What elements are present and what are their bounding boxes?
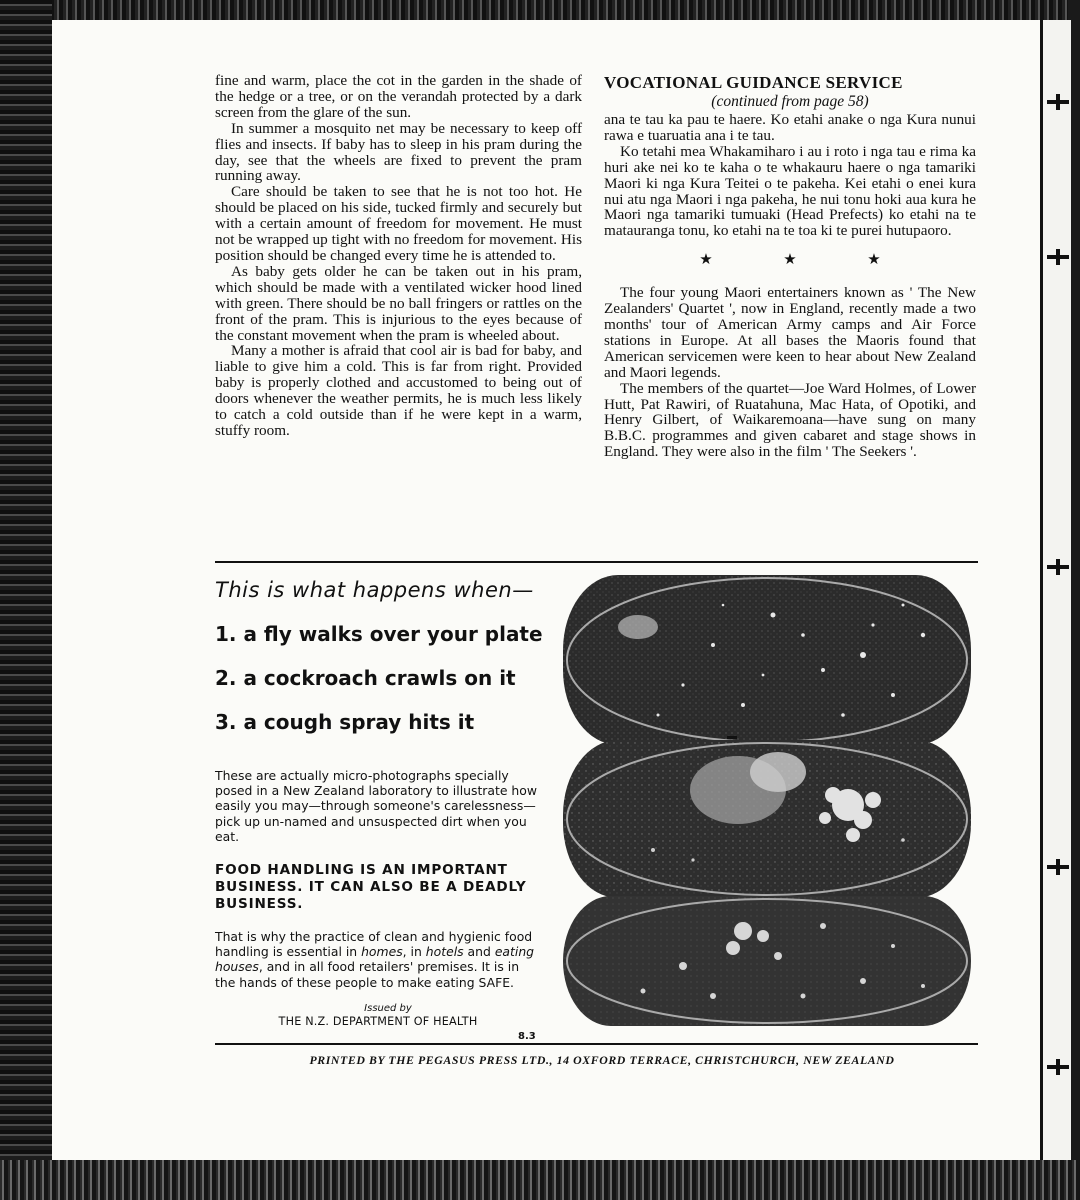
ad-text: , in bbox=[402, 944, 426, 960]
article-paragraph: In summer a mosquito net may be necessary to keep off flies and insects. If baby has to sleep in his pram during the day, see that the wheels are fixed to prevent the pram running away. bbox=[215, 119, 582, 185]
baby-care-article bbox=[215, 73, 582, 439]
ad-item: 1. a fly walks over your plate bbox=[215, 622, 543, 646]
continued-note: (continued from page 58) bbox=[711, 93, 869, 110]
article-paragraph: Ko tetahi mea Whakamiharo i au i roto i nga tau e rima ka huri ake nei ko te kaha o te whakauru haere o nga tamariki Maori ki nga Kura Teitei o te pakeha. Kei etahi o enei kura nui atu nga Maori i nga pakeha, he nui tonu hoki aua kura he Maori nga tamariki tumuaki (Head Prefects) ko etahi na te matauranga tonu, ko etahi na te toa ki te purei hutupaoro. bbox=[604, 142, 976, 240]
article-paragraph: ana te tau ka pau te haere. Ko etahi anake o nga Kura nunui rawa e tuaruatia ana i te tau. bbox=[604, 111, 976, 144]
article-title: VOCATIONAL GUIDANCE SERVICE bbox=[604, 73, 903, 92]
scan-border-left bbox=[0, 0, 52, 1200]
fly-culture-photo bbox=[563, 575, 971, 745]
binding-mark bbox=[1047, 565, 1069, 569]
article-paragraph: fine and warm, place the cot in the garden in the shade of the hedge or a tree, or on the verandah protected by a dark screen from the glare of the sun. bbox=[215, 72, 582, 121]
scan-border-bottom bbox=[0, 1160, 1080, 1200]
star-icon: ★ bbox=[867, 252, 881, 269]
star-icon: ★ bbox=[783, 252, 797, 269]
ad-headline: This is what happens when— bbox=[215, 578, 534, 602]
page-binding bbox=[1040, 20, 1071, 1160]
binding-mark bbox=[1047, 865, 1069, 869]
ad-text: and bbox=[463, 944, 495, 960]
section-divider-stars bbox=[604, 253, 976, 269]
binding-mark bbox=[1047, 100, 1069, 104]
ad-body: These are actually micro-photographs specially posed in a New Zealand laboratory to illustrate how easily you may—through someone's carelessness—pick up un-named and unsuspected dirt when you eat. bbox=[215, 768, 537, 844]
ad-text: , and in all food retailers' premises. It is in the hands of these people to make eating SAFE. bbox=[215, 959, 520, 990]
ad-text-emphasis: eating houses bbox=[215, 944, 535, 975]
ad-item: 2. a cockroach crawls on it bbox=[215, 666, 516, 690]
ad-text-emphasis: hotels bbox=[425, 944, 464, 960]
article-paragraph: Many a mother is afraid that cool air is bad for baby, and liable to give him a cold. This is far from right. Provided baby is properly clothed and accustomed to being out of doors whenever the weather permits, he is much less likely to catch a cold outside than if he were kept in a warm, stuffy room. bbox=[215, 342, 582, 439]
ad-text-emphasis: homes bbox=[361, 944, 403, 960]
footer-divider bbox=[215, 1043, 978, 1045]
health-advertisement bbox=[215, 570, 545, 990]
article-paragraph: The four young Maori entertainers known as ' The New Zealanders' Quartet ', now in England, recently made a two months' tour of American Army camps and Air Force stations in Europe. At all bases the Maoris found that American servicemen were keen to hear about New Zealand and Maori legends. bbox=[604, 284, 976, 381]
section-divider bbox=[215, 561, 978, 563]
article-paragraph: As baby gets older he can be taken out in his pram, which should be made with a ventilated wicker hood lined with green. There should be no ball fringers or rattles on the front of the pram. This is injurious to the eyes because of the constant movement when the pram is wheeled about. bbox=[215, 262, 582, 344]
ad-text: That is why the practice of clean and hygienic food handling is essential in bbox=[215, 929, 533, 960]
vocational-guidance-article bbox=[604, 73, 976, 460]
cough-spray-culture-photo bbox=[563, 896, 971, 1026]
binding-mark bbox=[1047, 1065, 1069, 1069]
article-paragraph: The members of the quartet—Joe Ward Holmes, of Lower Hutt, Pat Rawiri, of Ruatahuna, Mac Hata, of Opotiki, and Henry Gilbert, of Waikaremoana—have sung on many B.B.C. programmes and given cabaret and stage shows in England. They were also in the film ' The Seekers '. bbox=[604, 379, 976, 461]
star-icon: ★ bbox=[699, 252, 713, 269]
ad-body-2 bbox=[215, 929, 541, 990]
issued-by-label: Issued by bbox=[364, 1003, 412, 1014]
scan-border-top bbox=[0, 0, 1080, 22]
article-paragraph: Care should be taken to see that he is not too hot. He should be placed on his side, tucked firmly and securely but with a certain amount of freedom for movement. He must not be wrapped up tight with no freedom for movement. His position should be changed every time he is attended to. bbox=[215, 183, 582, 264]
ad-item: 3. a cough spray hits it bbox=[215, 710, 475, 734]
ad-warning: FOOD HANDLING IS AN IMPORTANT BUSINESS. IT CAN ALSO BE A DEADLY BUSINESS. bbox=[215, 862, 527, 913]
binding-mark bbox=[1047, 255, 1069, 259]
issuer-credit bbox=[265, 1003, 491, 1028]
department-name: THE N.Z. DEPARTMENT OF HEALTH bbox=[278, 1015, 478, 1028]
photo-separator bbox=[727, 736, 737, 739]
ad-code: 8.3 bbox=[518, 1031, 536, 1042]
printer-imprint: PRINTED BY THE PEGASUS PRESS LTD., 14 OXFORD TERRACE, CHRISTCHURCH, NEW ZEALAND bbox=[309, 1053, 895, 1067]
cockroach-culture-photo bbox=[563, 740, 971, 898]
